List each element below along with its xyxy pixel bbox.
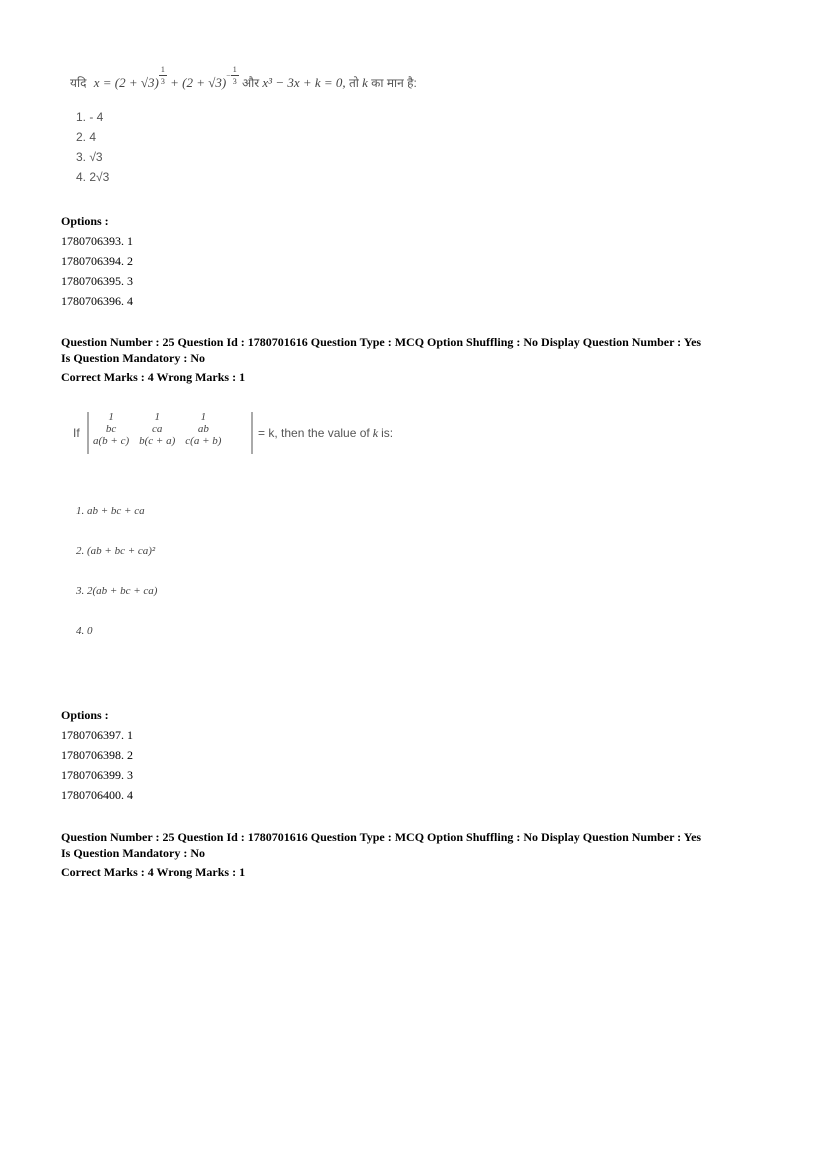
matrix-cell: 1 — [200, 411, 207, 423]
options-block-1 — [61, 211, 133, 311]
matrix-cell: 1 — [108, 411, 114, 423]
option-id-item: 1780706396. 4 — [61, 294, 133, 308]
question-meta-1 — [61, 334, 801, 385]
question-stem-1: यदि x = (2 + √3) $^{\frac{1}{3}}$ + $(2 + √3)^{- \frac{1}{3}}$ और x³ − 3x + k = 0, तो k का मान है: — [70, 65, 417, 91]
option-id-item: 1780706399. 3 — [61, 768, 133, 782]
matrix-cell: a(b + c) — [93, 435, 130, 447]
option-id-item: 1780706395. 3 — [61, 274, 133, 288]
matrix-cell: 1 — [154, 411, 160, 423]
matrix-cell: c(a + b) — [185, 435, 222, 447]
option-id-item: 1780706394. 2 — [61, 254, 133, 268]
choice-item: 4. 0 — [76, 625, 93, 637]
question-meta-line: Is Question Mandatory : No — [61, 351, 206, 365]
determinant-matrix — [88, 411, 226, 447]
choice-item: 2. 4 — [76, 130, 97, 144]
option-id-item: 1780706398. 2 — [61, 748, 133, 762]
option-id-item: 1780706397. 1 — [61, 728, 133, 742]
question-image-2: If 1 1 1 bc ca ab a(b + c) b(c + a) c(a + b) = k, then the value of k is: 1. ab + bc + ca 2. (ab + bc + ca)² 3. 2(ab + bc + ca) 4. 0 — [70, 408, 490, 648]
choice-list-2 — [76, 505, 157, 645]
choice-item: 3. √3 — [76, 150, 103, 164]
choice-item: 3. 2(ab + bc + ca) — [76, 585, 158, 597]
question-meta-line: Question Number : 25 Question Id : 1780701616 Question Type : MCQ Option Shuffling : No Display Question Number : Yes — [61, 335, 702, 349]
option-id-item: 1780706393. 1 — [61, 234, 133, 248]
choice-item: 2. (ab + bc + ca)² — [76, 545, 156, 557]
matrix-cell: bc — [105, 423, 117, 435]
question-meta-line: Question Number : 25 Question Id : 1780701616 Question Type : MCQ Option Shuffling : No Display Question Number : Yes — [61, 830, 702, 844]
options-label: Options : — [61, 214, 109, 228]
choice-item: 1. - 4 — [76, 110, 104, 124]
question-meta-2 — [61, 829, 801, 880]
question-meta-line: Is Question Mandatory : No — [61, 846, 206, 860]
choice-item: 1. ab + bc + ca — [76, 505, 145, 517]
option-id-item: 1780706400. 4 — [61, 788, 133, 802]
options-label: Options : — [61, 708, 109, 722]
question-marks-line: Correct Marks : 4 Wrong Marks : 1 — [61, 370, 246, 384]
question-marks-line: Correct Marks : 4 Wrong Marks : 1 — [61, 865, 246, 879]
matrix-cell: ab — [197, 423, 209, 435]
hindi-prefix: यदि — [70, 76, 87, 91]
options-block-2 — [61, 705, 133, 805]
choice-item: 4. 2√3 — [76, 170, 110, 184]
question-image-1 — [70, 60, 490, 195]
matrix-cell: ca — [152, 423, 163, 435]
matrix-cell: b(c + a) — [139, 435, 176, 447]
choice-list-1 — [76, 107, 109, 187]
